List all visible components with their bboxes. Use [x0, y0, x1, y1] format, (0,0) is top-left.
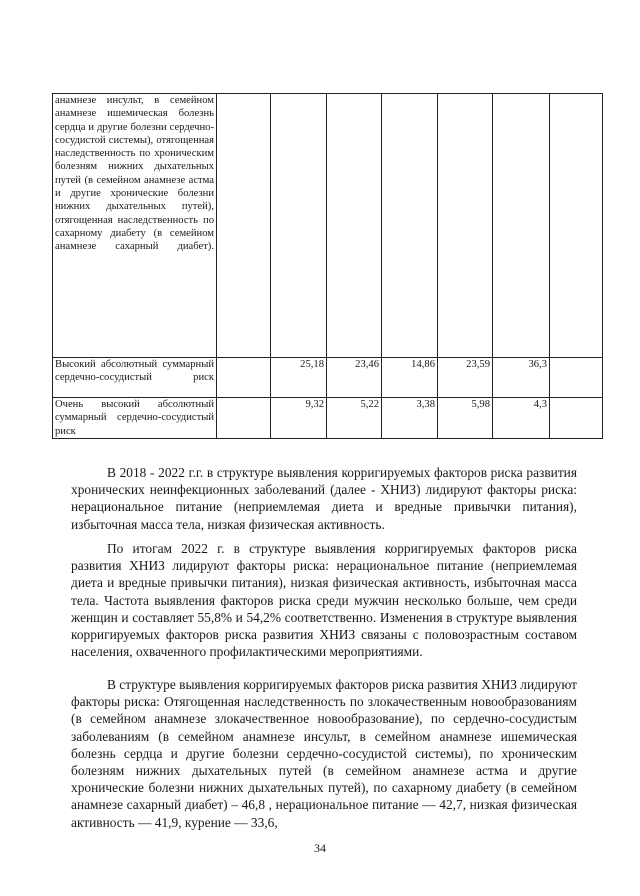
- table-cell: 36,3: [493, 358, 550, 398]
- table-cell: [550, 94, 603, 358]
- table-cell: 23,59: [438, 358, 493, 398]
- table-cell: [493, 94, 550, 358]
- table-cell: [271, 94, 327, 358]
- empty-cell: [217, 398, 271, 439]
- table-cell: [382, 94, 438, 358]
- table-cell: 5,98: [438, 398, 493, 439]
- row-label: анамнезе инсульт, в семейном анамнезе ишемическая болезнь сердца и другие болезни сердечно-сосудистой системы), отягощенная наследственность по хроническим болезням нижних дыхательных путей (в семейном анамнезе астма и другие хронические болезни нижних дыхательных путей), отягощенная наследственность по сахарному диабету (в семейном анамнезе сахарный диабет).: [53, 94, 217, 358]
- paragraph-3: В структуре выявления корригируемых факторов риска развития ХНИЗ лидируют факторы риска: Отягощенная наследственность по злокачественным новообразованиям (в семейном анамнезе злокачественное новообразование), по сердечно-сосудистым заболеваниям (в семейном анамнезе инсульт, в семейном анамнезе ишемическая болезнь сердца и другие болезни сердечно-сосудистой системы), по хроническим болезням нижних дыхательных путей (в семейном анамнезе астма и другие хронические болезни нижних дыхательных путей), по сахарному диабету (в семейном анамнезе сахарный диабет) – 46,8 , нерациональное питание — 42,7, низкая физическая активность — 41,9, курение — 33,6,: [71, 677, 577, 830]
- table-cell: [550, 358, 603, 398]
- table-cell: 5,22: [327, 398, 382, 439]
- row-label: Очень высокий абсолютный суммарный сердечно-сосудистый риск: [53, 398, 217, 439]
- paragraph-2: По итогам 2022 г. в структуре выявления корригируемых факторов риска развития ХНИЗ лидируют факторы риска: нерациональное питание (неприемлемая диета и вредные привычки питания), низкая физическая активность, избыточная масса тела. Частота выявления факторов риска среди мужчин несколько больше, чем среди женщин и составляет 55,8% и 54,2% соответственно. Изменения в структуре выявления корригируемых факторов риска развития ХНИЗ связаны с половозрастным составом населения, охваченного профилактическими мероприятиями.: [71, 541, 577, 660]
- table-row: [53, 94, 603, 358]
- table-cell: 4,3: [493, 398, 550, 439]
- paragraph-1: В 2018 - 2022 г.г. в структуре выявления корригируемых факторов риска развития хронических неинфекционных заболеваний (далее - ХНИЗ) лидируют факторы риска: нерациональное питание (неприемлемая диета и вредные привычки питания), избыточная масса тела, низкая физическая активность.: [71, 465, 577, 532]
- page-number: 34: [314, 841, 326, 855]
- table-cell: 3,38: [382, 398, 438, 439]
- table-row: [53, 358, 603, 398]
- empty-cell: [217, 94, 271, 358]
- table-cell: 25,18: [271, 358, 327, 398]
- table-cell: [438, 94, 493, 358]
- table-cell: 14,86: [382, 358, 438, 398]
- empty-cell: [217, 358, 271, 398]
- table-row: [53, 398, 603, 439]
- table-cell: 23,46: [327, 358, 382, 398]
- risk-factor-table: [52, 93, 598, 439]
- table-cell: 9,32: [271, 398, 327, 439]
- table-cell: [550, 398, 603, 439]
- table-cell: [327, 94, 382, 358]
- row-label: Высокий абсолютный суммарный сердечно-сосудистый риск: [53, 358, 217, 398]
- risk-table: [52, 93, 603, 439]
